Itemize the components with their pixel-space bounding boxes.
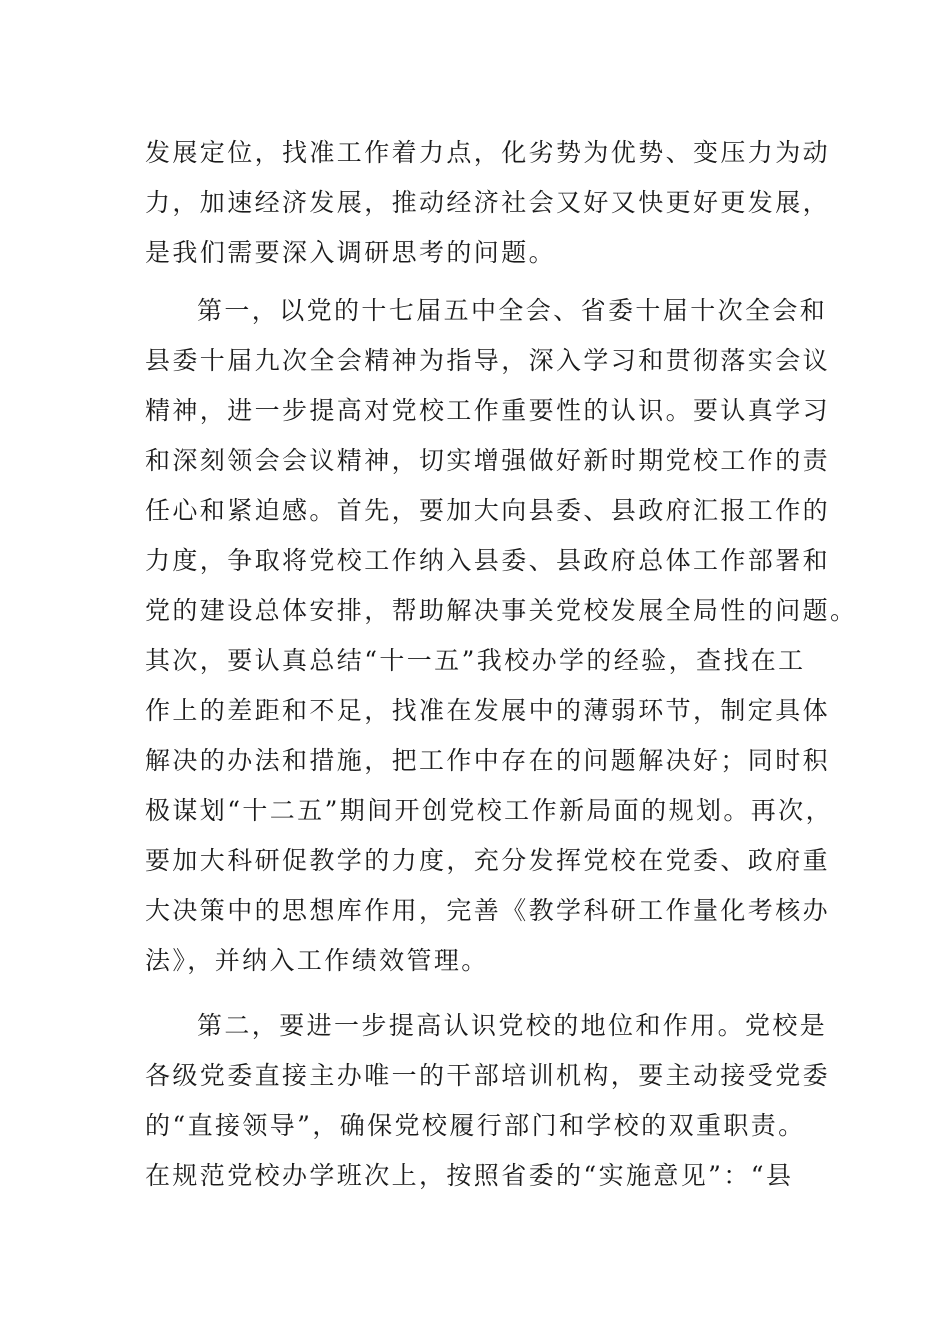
text-line: 第一，以党的十七届五中全会、省委十届十次全会和 — [197, 296, 828, 325]
text-line: 作上的差距和不足，找准在发展中的薄弱环节，制定具体 — [145, 696, 831, 725]
text-line: 精神，进一步提高对党校工作重要性的认识。要认真学习 — [145, 396, 831, 425]
text-line: 第二，要进一步提高认识党校的地位和作用。党校是 — [197, 1011, 828, 1040]
text-line: 其次，要认真总结“十一五”我校办学的经验，查找在工 — [145, 646, 806, 675]
text-line: 力，加速经济发展，推动经济社会又好又快更好更发展， — [145, 188, 831, 217]
text-line: 大决策中的思想库作用，完善《教学科研工作量化考核办 — [145, 896, 831, 925]
text-line: 发展定位，找准工作着力点，化劣势为优势、变压力为动 — [145, 138, 831, 167]
paragraph-second-point — [145, 1001, 831, 1201]
text-line: 法》，并纳入工作绩效管理。 — [145, 946, 489, 975]
text-line: 的“直接领导”，确保党校履行部门和学校的双重职责。 — [145, 1111, 806, 1140]
paragraph-first-point — [145, 286, 858, 986]
text-line: 是我们需要深入调研思考的问题。 — [145, 238, 557, 267]
text-line: 党的建设总体安排，帮助解决事关党校发展全局性的问题。 — [145, 596, 858, 625]
text-line: 要加大科研促教学的力度，充分发挥党校在党委、政府重 — [145, 846, 831, 875]
text-line: 各级党委直接主办唯一的干部培训机构，要主动接受党委 — [145, 1061, 831, 1090]
text-line: 解决的办法和措施，把工作中存在的问题解决好；同时积 — [145, 746, 831, 775]
text-line: 力度，争取将党校工作纳入县委、县政府总体工作部署和 — [145, 546, 831, 575]
text-line: 在规范党校办学班次上，按照省委的“实施意见”：“县 — [145, 1161, 794, 1190]
text-line: 县委十届九次全会精神为指导，深入学习和贯彻落实会议 — [145, 346, 831, 375]
paragraph-continuation — [145, 128, 831, 278]
text-line: 和深刻领会会议精神，切实增强做好新时期党校工作的责 — [145, 446, 831, 475]
text-line: 任心和紧迫感。首先，要加大向县委、县政府汇报工作的 — [145, 496, 831, 525]
text-line: 极谋划“十二五”期间开创党校工作新局面的规划。再次， — [145, 796, 833, 825]
